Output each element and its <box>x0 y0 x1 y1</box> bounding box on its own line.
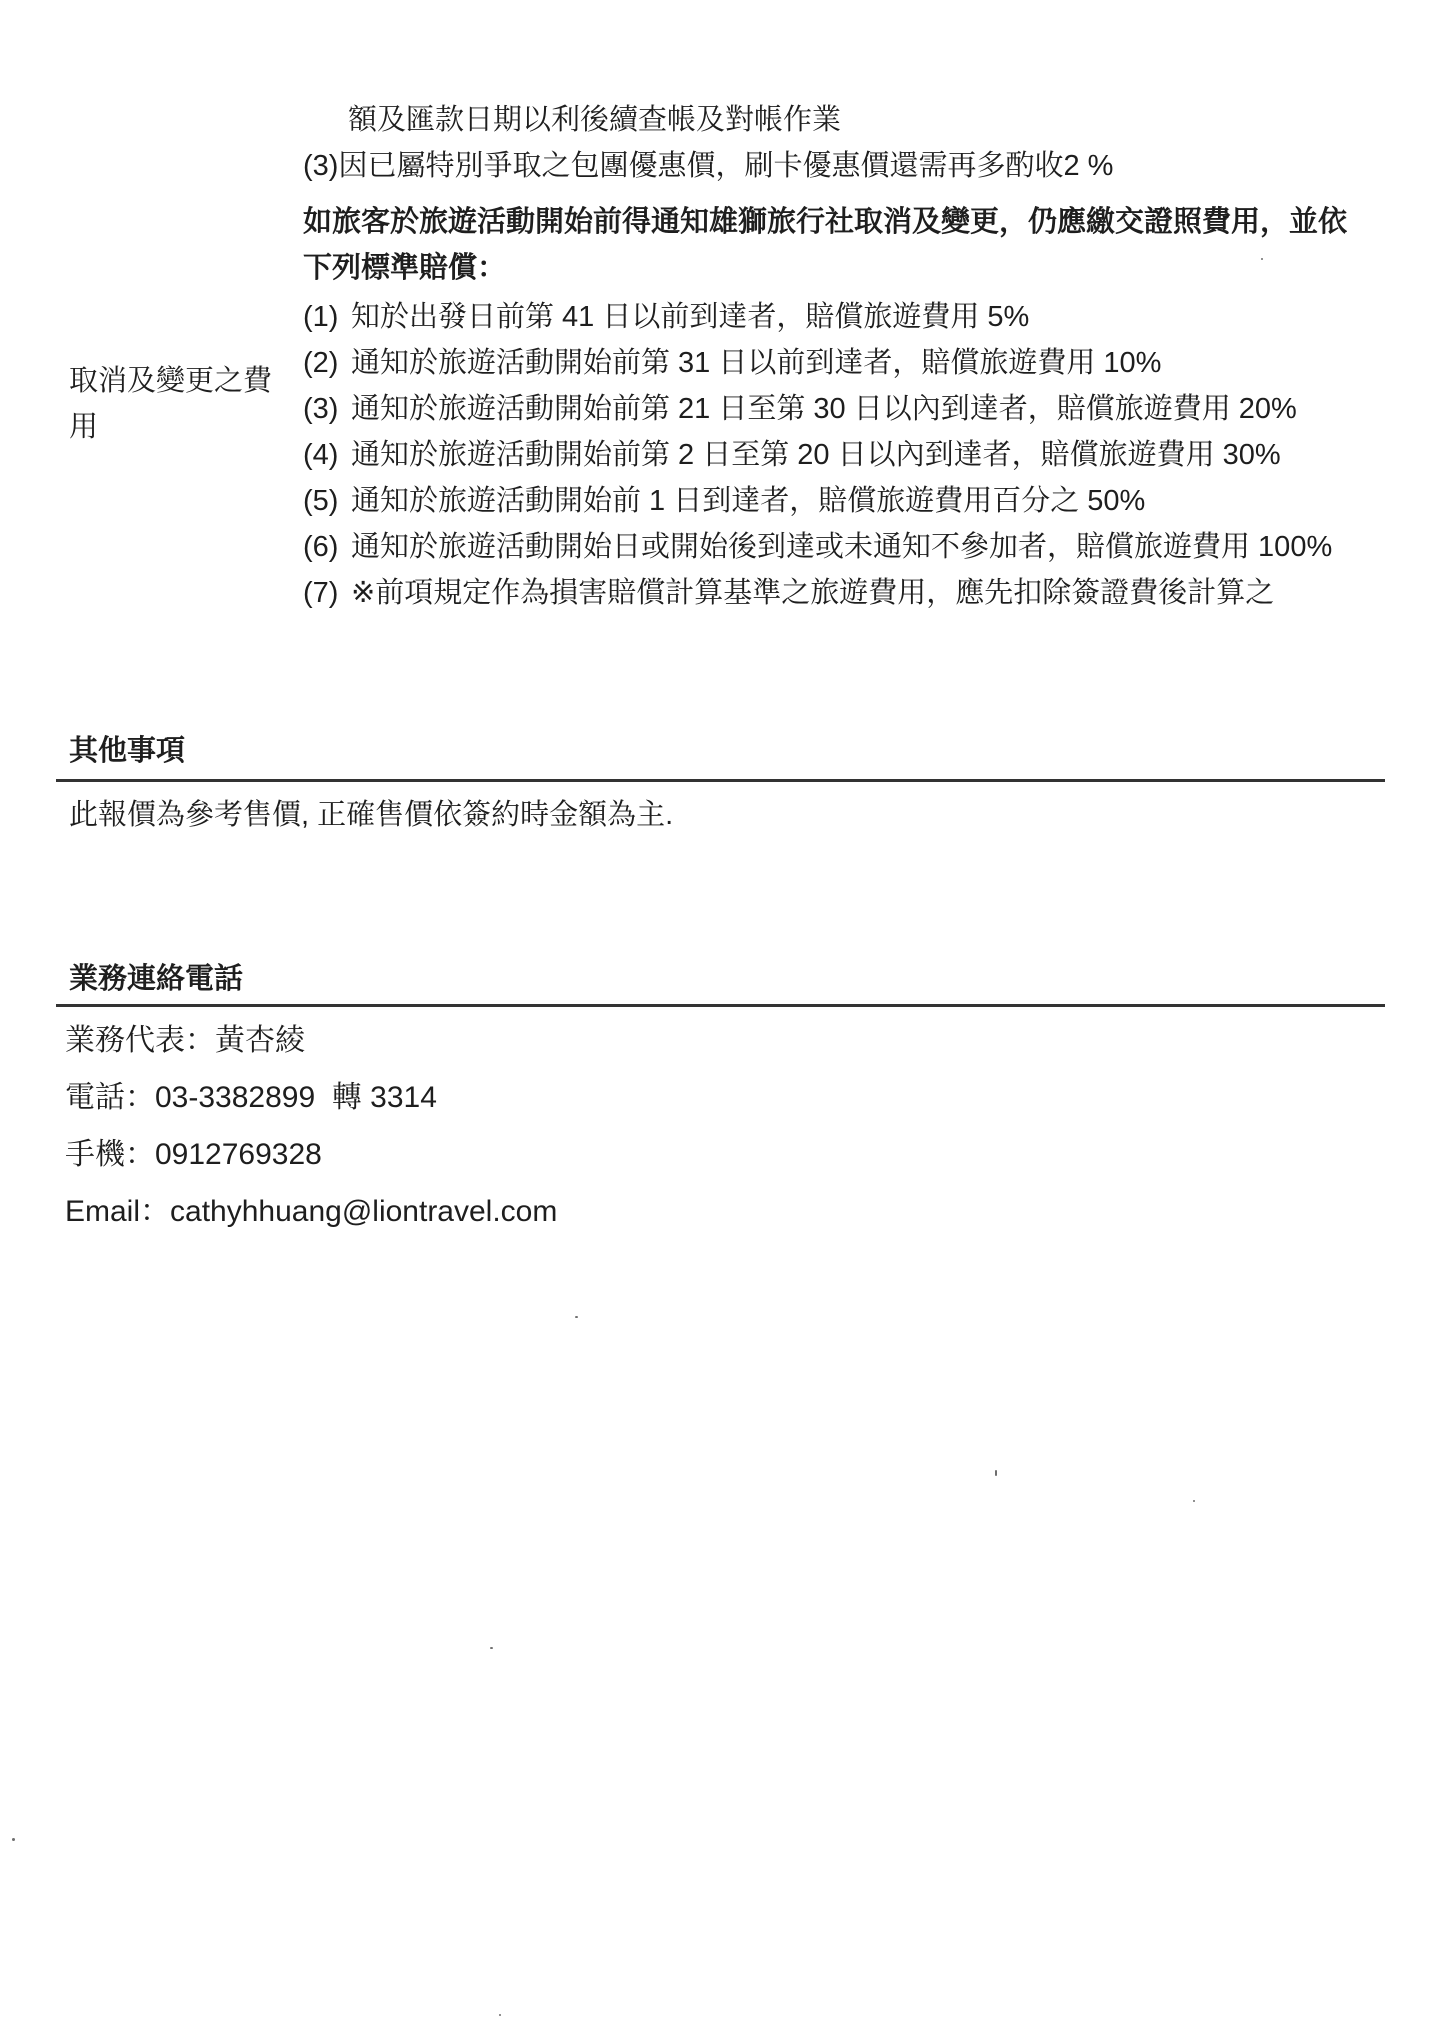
contact-value: 黃杏綾 <box>215 1024 305 1057</box>
scan-speck <box>499 2014 501 2016</box>
list-item <box>303 478 1359 524</box>
list-item-number: (2) <box>303 347 339 379</box>
contact-heading: 業務連絡電話 <box>69 963 244 995</box>
list-item-text: 知於出發日前第 41 日以前到達者，賠償旅遊費用 5% <box>351 301 1030 333</box>
other-matters-divider <box>56 779 1385 782</box>
payment-note-continuation: 額及匯款日期以利後續查帳及對帳作業 <box>348 104 842 136</box>
contact-mobile <box>65 1126 557 1183</box>
scan-speck <box>995 1470 997 1476</box>
list-item <box>303 524 1359 570</box>
list-item-text: ※前項規定作為損害賠償計算基準之旅遊費用，應先扣除簽證費後計算之 <box>351 577 1275 609</box>
list-item-text: 通知於旅遊活動開始前 1 日到達者，賠償旅遊費用百分之 50% <box>351 485 1146 517</box>
contact-label: 業務代表： <box>65 1024 215 1057</box>
contact-list <box>65 1012 557 1240</box>
list-item <box>303 340 1359 386</box>
contact-phone <box>65 1069 557 1126</box>
list-item-number: (7) <box>303 577 339 609</box>
cancellation-fee-label: 取消及變更之費用 <box>69 365 273 443</box>
list-item-number: (1) <box>303 301 339 333</box>
list-item-text: 通知於旅遊活動開始前第 21 日至第 30 日以內到達者，賠償旅遊費用 20% <box>351 393 1297 425</box>
contact-representative <box>65 1012 557 1069</box>
scan-speck <box>1193 1500 1195 1502</box>
list-item-number: (6) <box>303 531 339 563</box>
other-matters-text: 此報價為參考售價, 正確售價依簽約時金額為主. <box>69 799 674 831</box>
list-item-number: (3) <box>303 393 339 425</box>
scan-speck <box>490 1647 493 1649</box>
contact-email <box>65 1183 557 1240</box>
list-item-number: (4) <box>303 439 339 471</box>
list-item-text: 通知於旅遊活動開始前第 2 日至第 20 日以內到達者，賠償旅遊費用 30% <box>351 439 1281 471</box>
list-item <box>303 570 1359 616</box>
contact-divider <box>56 1004 1385 1007</box>
cancellation-list <box>303 294 1359 616</box>
payment-item-3: (3)因已屬特別爭取之包團優惠價，刷卡優惠價還需再多酌收2 % <box>303 150 1114 182</box>
terms-column <box>303 97 1359 616</box>
contact-label: Email： <box>65 1195 171 1228</box>
list-item <box>303 294 1359 340</box>
other-matters-heading: 其他事項 <box>69 735 186 767</box>
list-item-number: (5) <box>303 485 339 517</box>
contact-label: 電話： <box>65 1081 155 1114</box>
scan-speck <box>575 1316 578 1318</box>
list-item-text: 通知於旅遊活動開始日或開始後到達或未通知不參加者，賠償旅遊費用 100% <box>351 531 1333 563</box>
list-item <box>303 432 1359 478</box>
contact-label: 手機： <box>65 1138 155 1171</box>
contact-value: cathyhhuang@liontravel.com <box>170 1195 558 1228</box>
cancellation-intro: 如旅客於旅遊活動開始前得通知雄獅旅行社取消及變更，仍應繳交證照費用，並依下列標準賠償： <box>303 206 1348 284</box>
list-item-text: 通知於旅遊活動開始前第 31 日以前到達者，賠償旅遊費用 10% <box>351 347 1162 379</box>
contact-value: 03-3382899 轉 3314 <box>155 1081 437 1114</box>
list-item <box>303 386 1359 432</box>
scan-speck <box>12 1838 15 1841</box>
scan-speck <box>1261 258 1263 260</box>
contact-value: 0912769328 <box>155 1138 322 1171</box>
